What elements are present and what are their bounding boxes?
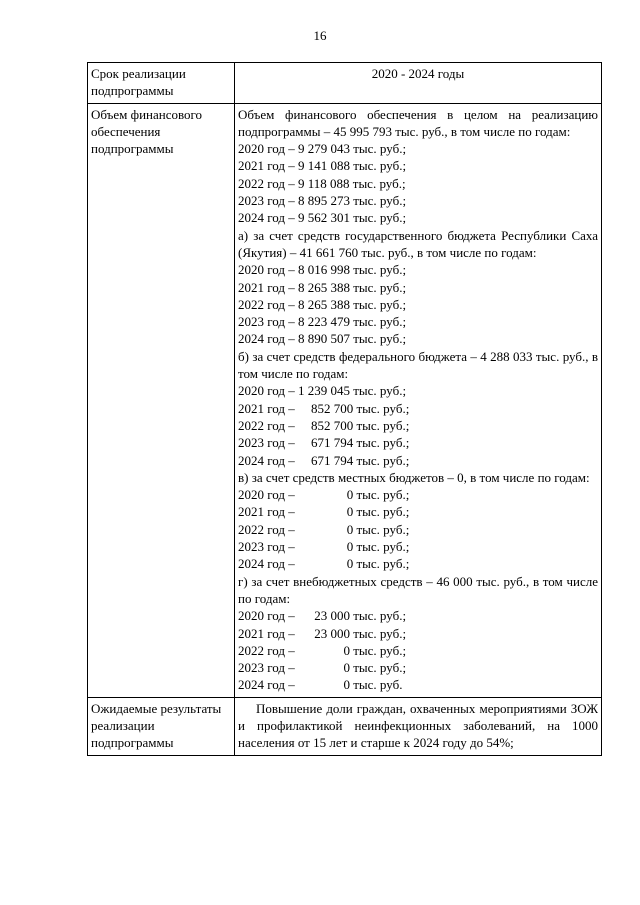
federal-budget-year-line: 2022 год – 852 700 тыс. руб.; (238, 417, 410, 433)
extrabudgetary-heading: г) за счет внебюджетных средств – 46 000 тыс. руб., в том числе по годам: (238, 573, 598, 606)
local-budget-heading: в) за счет средств местных бюджетов – 0, в том числе по годам: (238, 469, 590, 485)
federal-budget-heading: б) за счет средств федерального бюджета – 4 288 033 тыс. руб., в том числе по годам: (238, 348, 598, 382)
results-label: Ожидаемые результаты реализации подпрограммы (88, 697, 235, 755)
federal-budget-year-line: 2021 год – 852 700 тыс. руб.; (238, 400, 410, 416)
extrabudgetary-year-line: 2022 год – 0 тыс. руб.; (238, 642, 407, 658)
table-row-results (88, 697, 602, 755)
federal-budget-year-line: 2023 год – 671 794 тыс. руб.; (238, 435, 410, 451)
total-year-line: 2024 год – 9 562 301 тыс. руб.; (238, 210, 407, 226)
local-budget-year-line: 2024 год – 0 тыс. руб.; (238, 556, 410, 572)
local-budget-year-line: 2020 год – 0 тыс. руб.; (238, 487, 410, 503)
state-budget-year-line: 2021 год – 8 265 388 тыс. руб.; (238, 279, 407, 295)
state-budget-year-line: 2022 год – 8 265 388 тыс. руб.; (238, 296, 407, 312)
table-row-period (88, 63, 602, 104)
federal-budget-year-line: 2024 год – 671 794 тыс. руб.; (238, 452, 410, 468)
total-year-line: 2021 год – 9 141 088 тыс. руб.; (238, 158, 407, 174)
funding-label: Объем финансового обеспечения подпрограммы (88, 103, 235, 697)
state-budget-year-line: 2023 год – 8 223 479 тыс. руб.; (238, 314, 407, 330)
period-label: Срок реализации подпрограммы (88, 63, 235, 104)
federal-budget-year-line: 2020 год – 1 239 045 тыс. руб.; (238, 383, 407, 399)
total-year-line: 2023 год – 8 895 273 тыс. руб.; (238, 193, 407, 209)
total-year-line: 2022 год – 9 118 088 тыс. руб.; (238, 175, 406, 191)
table-row-funding (88, 103, 602, 697)
local-budget-year-line: 2022 год – 0 тыс. руб.; (238, 521, 410, 537)
state-budget-year-line: 2020 год – 8 016 998 тыс. руб.; (238, 262, 407, 278)
subprogram-passport-table (87, 62, 602, 756)
period-value: 2020 - 2024 годы (235, 63, 602, 104)
results-value: Повышение доли граждан, охваченных мероприятиями ЗОЖ и профилактикой неинфекционных заболеваний, на 1000 населения от 15 лет и старше к 2024 году до 54%; (235, 697, 602, 755)
extrabudgetary-year-line: 2024 год – 0 тыс. руб. (238, 677, 403, 693)
local-budget-year-line: 2021 год – 0 тыс. руб.; (238, 504, 410, 520)
state-budget-year-line: 2024 год – 8 890 507 тыс. руб.; (238, 331, 407, 347)
state-budget-heading: а) за счет средств государственного бюджета Республики Саха (Якутия) – 41 661 760 тыс. руб., в том числе по годам: (238, 227, 598, 260)
extrabudgetary-year-line: 2020 год – 23 000 тыс. руб.; (238, 608, 407, 624)
funding-intro: Объем финансового обеспечения в целом на реализацию подпрограммы – 45 995 793 тыс. руб., в том числе по годам: (238, 106, 598, 139)
total-year-line: 2020 год – 9 279 043 тыс. руб.; (238, 141, 407, 157)
funding-value (235, 103, 602, 697)
extrabudgetary-year-line: 2023 год – 0 тыс. руб.; (238, 660, 407, 676)
local-budget-year-line: 2023 год – 0 тыс. руб.; (238, 539, 410, 555)
extrabudgetary-year-line: 2021 год – 23 000 тыс. руб.; (238, 625, 407, 641)
page-number: 16 (313, 28, 327, 43)
